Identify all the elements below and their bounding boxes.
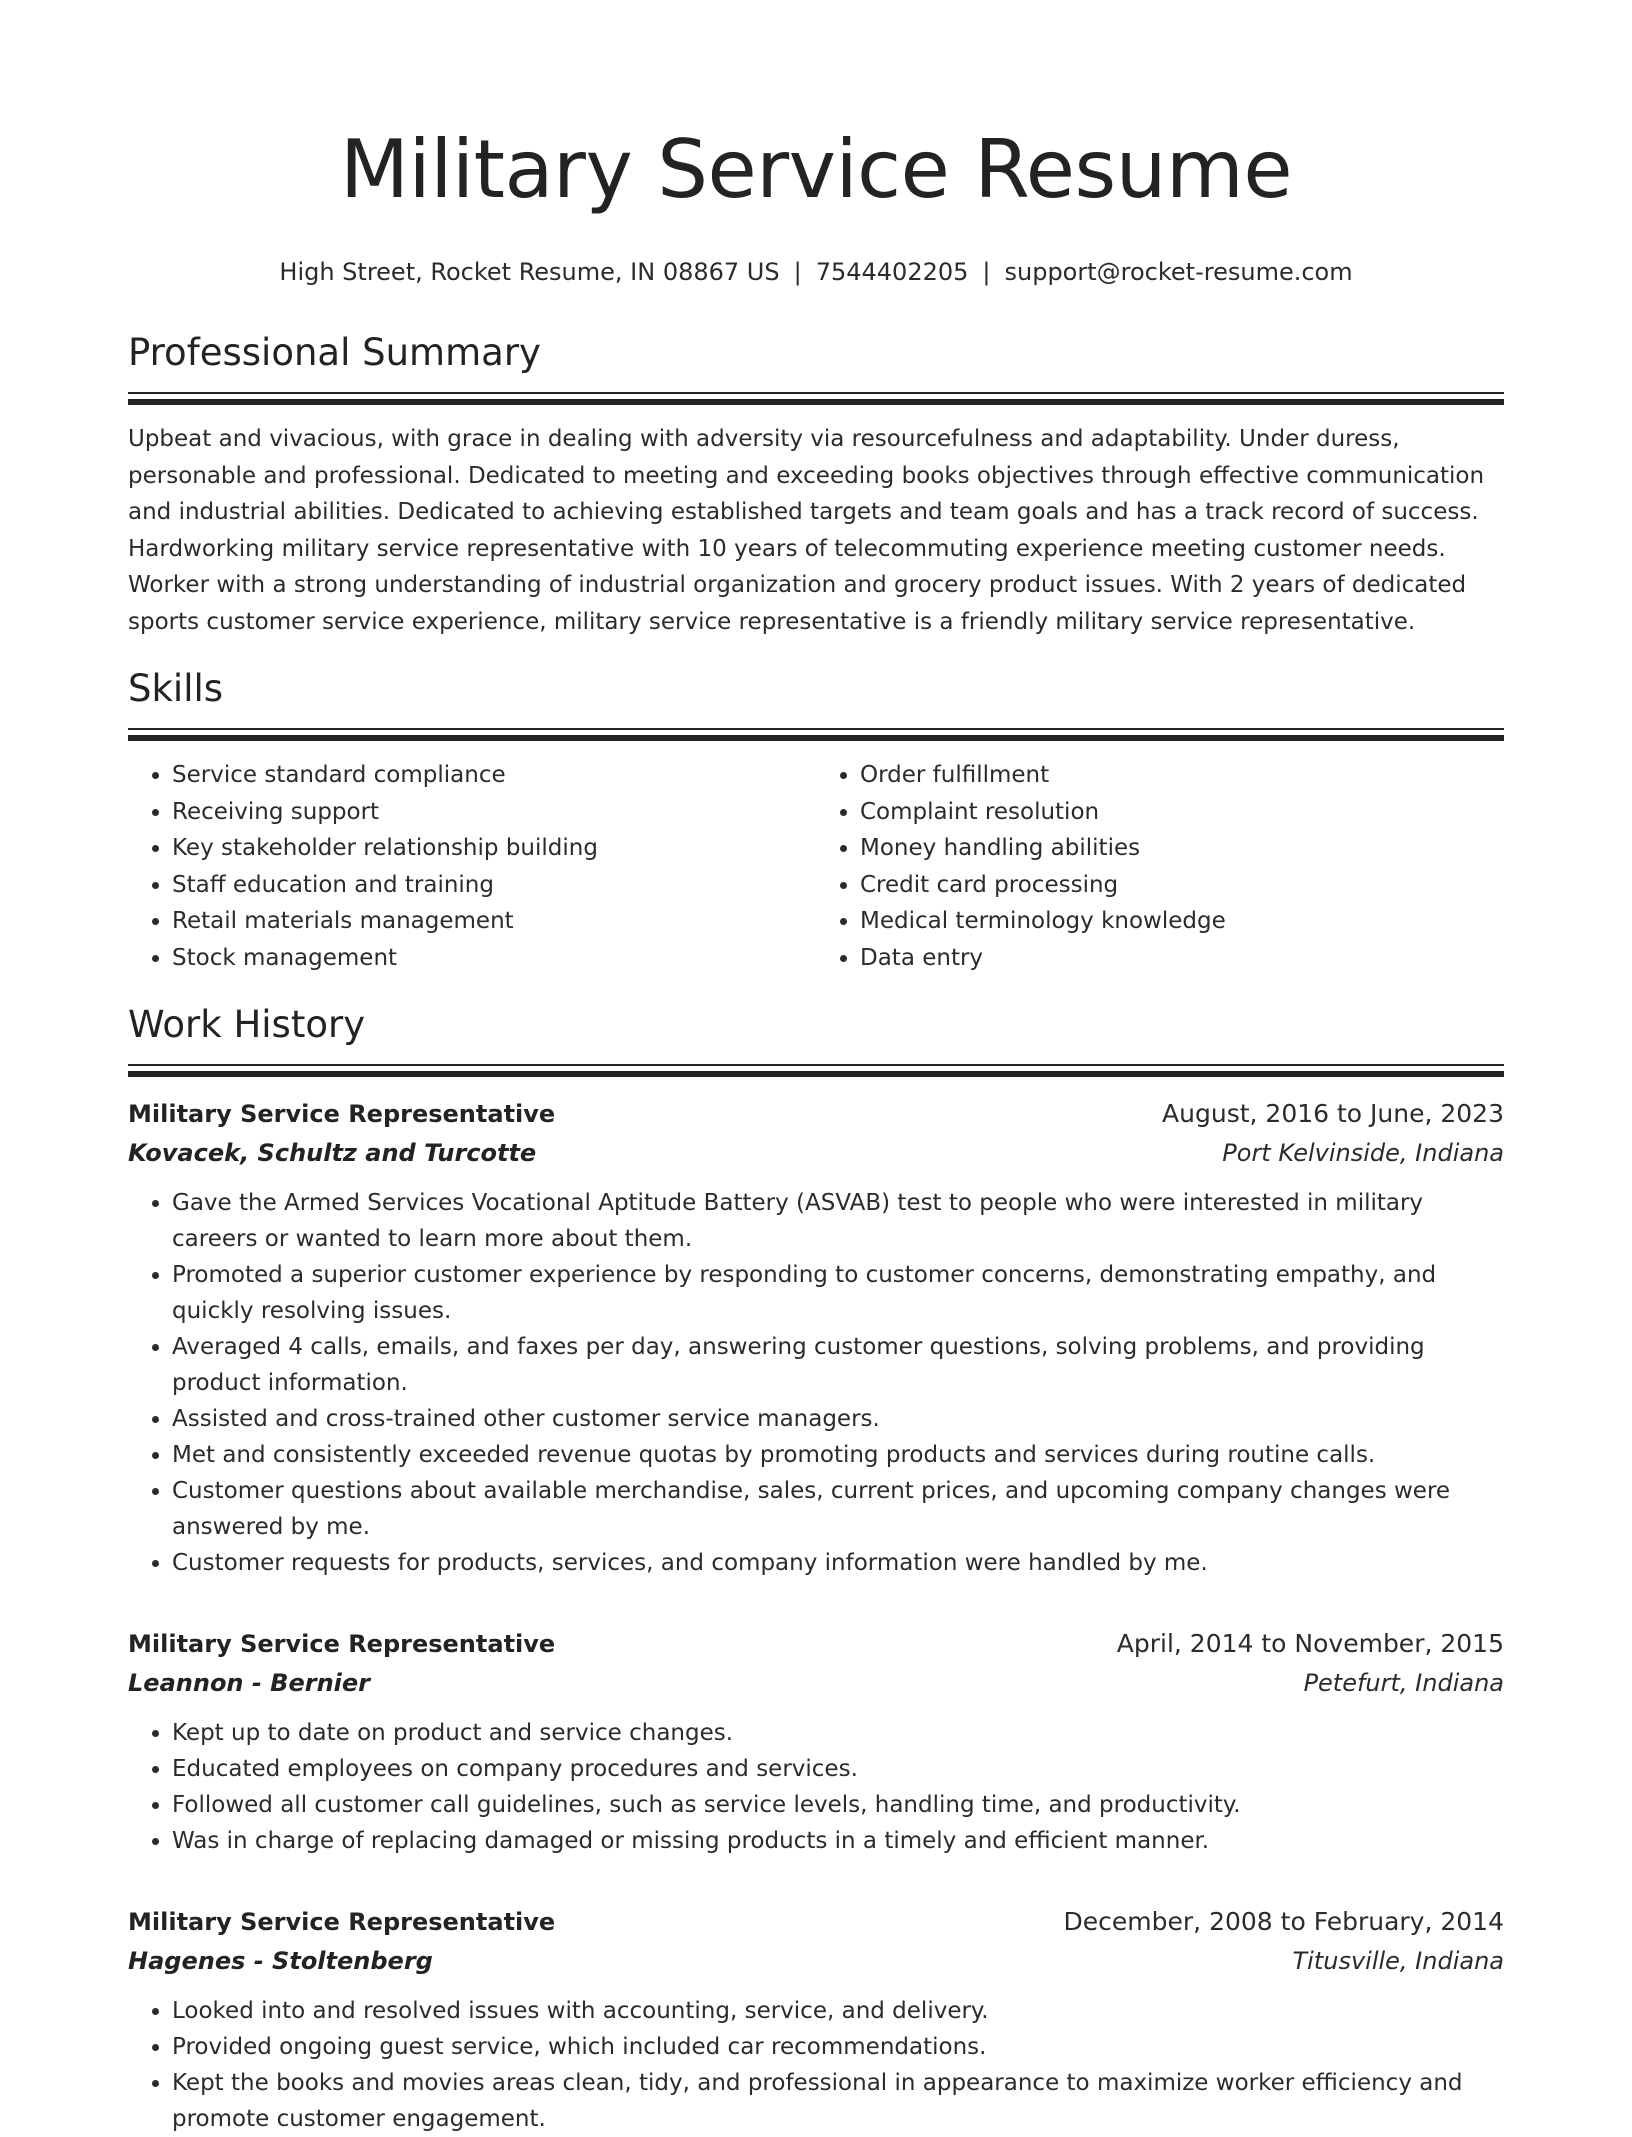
job-title: Military Service Representative — [128, 1100, 556, 1128]
job-bullet: • Kept up to date on product and service changes. — [172, 1715, 1504, 1751]
skill-item: • Key stakeholder relationship building — [172, 830, 816, 867]
contact-separator: | — [982, 258, 991, 286]
job-bullet: • Was in charge of replacing damaged or missing products in a timely and efficient manner. — [172, 1823, 1504, 1859]
section-heading-work-history: Work History — [128, 1003, 366, 1046]
work-history-section — [128, 1002, 1504, 2137]
job-dates: December, 2008 to February, 2014 — [1063, 1907, 1504, 1936]
skill-item: • Data entry — [860, 940, 1504, 977]
job-company: Hagenes - Stoltenberg — [128, 1947, 433, 1975]
contact-address: High Street, Rocket Resume, IN 08867 US — [279, 258, 780, 286]
job-location: Port Kelvinside, Indiana — [1222, 1139, 1504, 1167]
section-divider-thin — [128, 392, 1504, 394]
skill-item: • Service standard compliance — [172, 757, 816, 794]
job-bullet: • Provided ongoing guest service, which included car recommendations. — [172, 2029, 1504, 2065]
job-entry — [128, 1625, 1504, 1859]
job-responsibilities — [128, 1993, 1504, 2137]
professional-summary-section — [128, 330, 1504, 640]
job-bullet: • Promoted a superior customer experience by responding to customer concerns, demonstrating empathy, and quickly resolving issues. — [172, 1257, 1504, 1329]
skill-item: • Receiving support — [172, 794, 816, 831]
skill-item: • Staff education and training — [172, 867, 816, 904]
job-company: Kovacek, Schultz and Turcotte — [128, 1139, 537, 1167]
job-bullet: • Customer requests for products, services, and company information were handled by me. — [172, 1545, 1504, 1581]
skill-item: • Order fulfillment — [860, 757, 1504, 794]
section-divider-thick — [128, 735, 1504, 741]
contact-line — [128, 256, 1504, 288]
skill-item: • Retail materials management — [172, 903, 816, 940]
job-company-row — [128, 1133, 1504, 1173]
skill-item: • Complaint resolution — [860, 794, 1504, 831]
skills-columns — [128, 757, 1504, 976]
job-entry — [128, 1095, 1504, 1581]
contact-separator: | — [793, 258, 802, 286]
job-responsibilities — [128, 1715, 1504, 1859]
contact-email: support@rocket-resume.com — [1004, 258, 1353, 286]
job-bullet: • Looked into and resolved issues with accounting, service, and delivery. — [172, 1993, 1504, 2029]
job-bullet: • Gave the Armed Services Vocational Aptitude Battery (ASVAB) test to people who were interested in military careers or wanted to learn more about them. — [172, 1185, 1504, 1257]
job-location: Petefurt, Indiana — [1303, 1669, 1504, 1697]
section-heading-skills: Skills — [128, 667, 224, 710]
job-title: Military Service Representative — [128, 1908, 556, 1936]
job-header-row — [128, 1903, 1504, 1941]
job-bullet: • Followed all customer call guidelines, such as service levels, handling time, and productivity. — [172, 1787, 1504, 1823]
skills-section — [128, 666, 1504, 976]
section-divider-thick — [128, 399, 1504, 405]
job-header-row — [128, 1625, 1504, 1663]
skill-item: • Money handling abilities — [860, 830, 1504, 867]
job-bullet: • Kept the books and movies areas clean, tidy, and professional in appearance to maximize worker efficiency and promote customer engagement. — [172, 2065, 1504, 2137]
job-company: Leannon - Bernier — [128, 1669, 371, 1697]
job-location: Titusville, Indiana — [1292, 1947, 1504, 1975]
job-company-row — [128, 1941, 1504, 1981]
job-title: Military Service Representative — [128, 1630, 556, 1658]
job-dates: August, 2016 to June, 2023 — [1162, 1099, 1504, 1128]
job-bullet: • Assisted and cross-trained other customer service managers. — [172, 1401, 1504, 1437]
job-header-row — [128, 1095, 1504, 1133]
job-company-row — [128, 1663, 1504, 1703]
job-dates: April, 2014 to November, 2015 — [1116, 1629, 1504, 1658]
job-entry — [128, 1903, 1504, 2137]
section-divider-thin — [128, 1064, 1504, 1066]
summary-paragraph: Upbeat and vivacious, with grace in dealing with adversity via resourcefulness and adaptability. Under duress, personable and professional. Dedicated to meeting and exceeding books objectives through effective communication and industrial abilities. Dedicated to achieving established targets and team goals and has a track record of success. Hardworking military service representative with 10 years of telecommuting experience meeting customer needs. Worker with a strong understanding of industrial organization and grocery product issues. With 2 years of dedicated sports customer service experience, military service representative is a friendly military service representative. — [128, 426, 1485, 635]
skills-list-right — [816, 757, 1504, 976]
job-responsibilities — [128, 1185, 1504, 1581]
skill-item: • Stock management — [172, 940, 816, 977]
contact-phone: 7544402205 — [815, 258, 969, 286]
resume-title: Military Service Resume — [339, 123, 1293, 216]
job-bullet: • Averaged 4 calls, emails, and faxes per day, answering customer questions, solving problems, and providing product information. — [172, 1329, 1504, 1401]
skills-list-left — [128, 757, 816, 976]
skill-item: • Credit card processing — [860, 867, 1504, 904]
section-divider-thin — [128, 728, 1504, 730]
skill-item: • Medical terminology knowledge — [860, 903, 1504, 940]
job-bullet: • Met and consistently exceeded revenue quotas by promoting products and services during routine calls. — [172, 1437, 1504, 1473]
job-bullet: • Customer questions about available merchandise, sales, current prices, and upcoming company changes were answered by me. — [172, 1473, 1504, 1545]
job-bullet: • Educated employees on company procedures and services. — [172, 1751, 1504, 1787]
section-divider-thick — [128, 1071, 1504, 1077]
section-heading-summary: Professional Summary — [128, 331, 541, 374]
